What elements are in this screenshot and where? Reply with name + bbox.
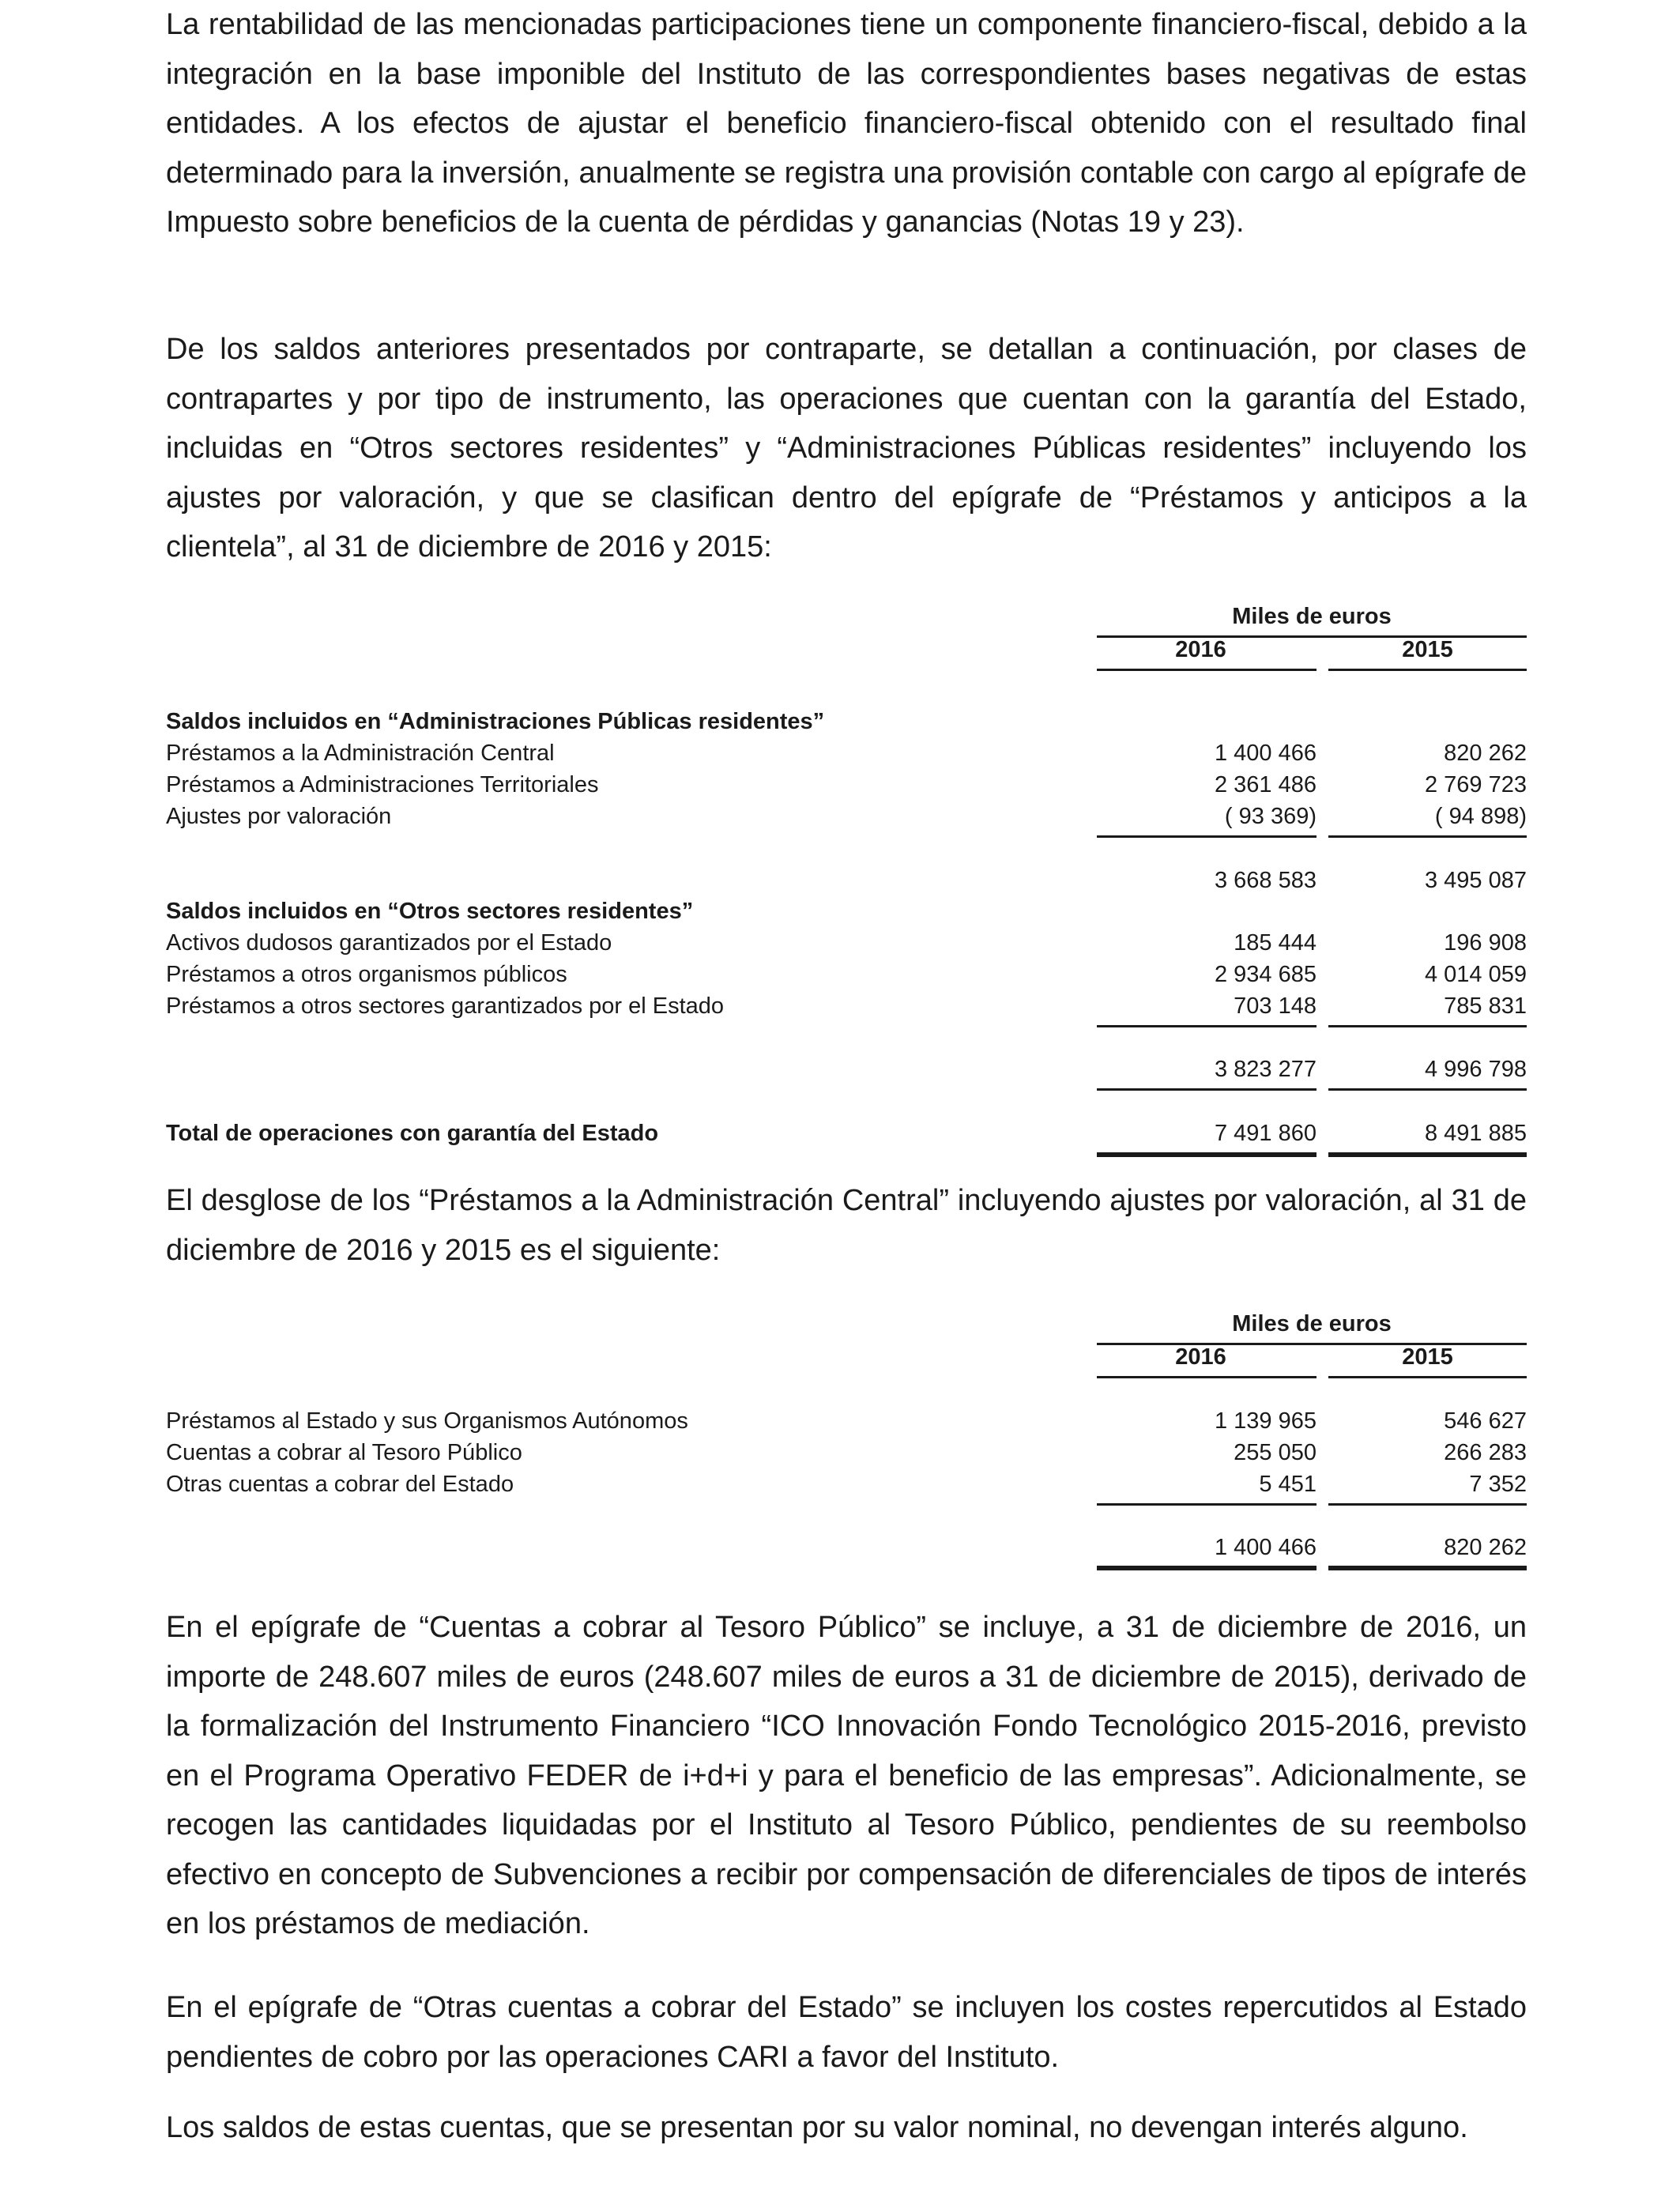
total-2015: 820 262 [1444, 1535, 1527, 1560]
value-2016: 2 934 685 [1214, 962, 1317, 987]
row-label: Préstamos a la Administración Central [166, 741, 555, 766]
total-rule-2016 [1097, 1503, 1317, 1506]
total-rule-2015 [1328, 1503, 1527, 1506]
value-2015: 4 014 059 [1424, 962, 1527, 987]
year-rule-2015 [1328, 1376, 1527, 1378]
value-2015: 2 769 723 [1424, 772, 1527, 797]
table-row [166, 769, 1527, 801]
year-2015-header: 2015 [1402, 1344, 1453, 1370]
row-label: Préstamos a otros organismos públicos [166, 962, 567, 987]
table-header-row [166, 601, 1527, 632]
paragraph-rentabilidad: La rentabilidad de las mencionadas participaciones tiene un componente financiero-fiscal, debido a la integración en la base imponible del Instituto de las correspondientes bases negativas de estas entidades. A los efectos de ajustar el beneficio financiero-fiscal obtenido con el resultado final determinado para la inversión, anualmente se registra una provisión contable con cargo al epígrafe de Impuesto sobre beneficios de la cuenta de pérdidas y ganancias (Notas 19 y 23). [166, 8, 1527, 239]
paragraph-saldos-contraparte: De los saldos anteriores presentados por contraparte, se detallan a continuación, por clases de contrapartes y por tipo de instrumento, las operaciones que cuentan con la garantía del Estado, incluidas en “Otros sectores residentes” y “Administraciones Públicas residentes” incluyendo los ajustes por valoración, y que se clasifican dentro del epígrafe de “Préstamos y anticipos a la clientela”, al 31 de diciembre de 2016 y 2015: [166, 333, 1527, 564]
paragraph-saldos-nominal: Los saldos de estas cuentas, que se presentan por su valor nominal, no devengan interés alguno. [166, 2111, 1468, 2144]
table-row [166, 737, 1527, 769]
value-2016: 255 050 [1234, 1440, 1317, 1465]
table-row [166, 1437, 1527, 1468]
total-2016: 7 491 860 [1214, 1121, 1317, 1146]
value-2015: 7 352 [1469, 1472, 1527, 1497]
table-row [166, 1468, 1527, 1500]
year-2016-header: 2016 [1175, 637, 1226, 662]
value-2015: 546 627 [1444, 1408, 1527, 1434]
year-2016-header: 2016 [1175, 1344, 1226, 1370]
value-2015: 785 831 [1444, 993, 1527, 1019]
row-label: Activos dudosos garantizados por el Estado [166, 930, 612, 956]
table-row [166, 801, 1527, 832]
table-header-row [166, 1308, 1527, 1340]
paragraph-cuentas-tesoro: En el epígrafe de “Cuentas a cobrar al Tesoro Público” se incluye, a 31 de diciembre de 2016, un importe de 248.607 miles de euros (248.607 miles de euros a 31 de diciembre de 2015), derivado de la formalización del Instrumento Financiero “ICO Innovación Fondo Tecnológico 2015-2016, previsto en el Programa Operativo FEDER de i+d+i y para el beneficio de las empresas”. Adicionalmente, se recogen las cantidades liquidadas por el Instituto al Tesoro Público, pendientes de su reembolso efectivo en concepto de Subvenciones a recibir por compensación de diferenciales de tipos de interés en los préstamos de mediación. [166, 1611, 1527, 1940]
currency-unit-header: Miles de euros [1232, 604, 1392, 629]
value-2016: 703 148 [1234, 993, 1317, 1019]
double-rule-2015 [1328, 1152, 1527, 1157]
subtotal-2015: 3 495 087 [1424, 868, 1527, 893]
year-2015-header: 2015 [1402, 637, 1453, 662]
double-rule-2016 [1097, 1566, 1317, 1570]
year-header-row [166, 1341, 1527, 1373]
section-title-otros-sectores: Saldos incluidos en “Otros sectores residentes” [166, 899, 694, 924]
section-title-administraciones: Saldos incluidos en “Administraciones Públicas residentes” [166, 709, 825, 734]
value-2016: 1 139 965 [1214, 1408, 1317, 1434]
paragraph-otras-cuentas: En el epígrafe de “Otras cuentas a cobrar del Estado” se incluyen los costes repercutidos al Estado pendientes de cobro por las operaciones CARI a favor del Instituto. [166, 1991, 1527, 2074]
subtotal-row [166, 865, 1527, 896]
total-row [166, 1118, 1527, 1149]
subtotal-2016: 3 668 583 [1214, 868, 1317, 893]
value-2016: 1 400 466 [1214, 741, 1317, 766]
paragraph-desglose: El desglose de los “Préstamos a la Administración Central” incluyendo ajustes por valoración, al 31 de diciembre de 2016 y 2015 es el siguiente: [166, 1184, 1527, 1267]
subtotal-2016: 3 823 277 [1214, 1057, 1317, 1082]
section-title-row [166, 706, 1527, 737]
year-rule-2015 [1328, 669, 1527, 671]
subtotal-rule-2015 [1328, 1025, 1527, 1027]
row-label: Ajustes por valoración [166, 804, 392, 829]
double-rule-2015 [1328, 1566, 1527, 1570]
row-label: Cuentas a cobrar al Tesoro Público [166, 1440, 522, 1465]
total-2016: 1 400 466 [1214, 1535, 1317, 1560]
double-rule-2016 [1097, 1152, 1317, 1157]
total-2015: 8 491 885 [1424, 1121, 1527, 1146]
total-rule-2015 [1328, 1088, 1527, 1091]
table-garantia-estado [166, 601, 1527, 1170]
value-2016: 2 361 486 [1214, 772, 1317, 797]
value-2016: 185 444 [1234, 930, 1317, 956]
table-row [166, 990, 1527, 1022]
year-rule-2016 [1097, 1376, 1317, 1378]
row-label: Préstamos a otros sectores garantizados por el Estado [166, 993, 725, 1019]
row-label: Préstamos a Administraciones Territoriales [166, 772, 599, 797]
subtotal-2015: 4 996 798 [1424, 1057, 1527, 1082]
value-2015: ( 94 898) [1434, 804, 1527, 829]
subtotal-row [166, 1054, 1527, 1085]
total-rule-2016 [1097, 1088, 1317, 1091]
total-row [166, 1532, 1527, 1563]
total-label: Total de operaciones con garantía del Estado [166, 1121, 659, 1146]
value-2015: 266 283 [1444, 1440, 1527, 1465]
section-title-row [166, 895, 1527, 927]
value-2015: 196 908 [1444, 930, 1527, 956]
row-label: Préstamos al Estado y sus Organismos Autónomos [166, 1408, 688, 1434]
subtotal-rule-2016 [1097, 1025, 1317, 1027]
value-2016: ( 93 369) [1224, 804, 1317, 829]
table-row [166, 1405, 1527, 1437]
subtotal-rule-2015 [1328, 835, 1527, 838]
value-2016: 5 451 [1259, 1472, 1317, 1497]
table-row [166, 927, 1527, 959]
currency-unit-header: Miles de euros [1232, 1311, 1392, 1336]
table-administracion-central [166, 1308, 1527, 1569]
table-row [166, 959, 1527, 990]
subtotal-rule-2016 [1097, 835, 1317, 838]
year-header-row [166, 634, 1527, 665]
year-rule-2016 [1097, 669, 1317, 671]
value-2015: 820 262 [1444, 741, 1527, 766]
row-label: Otras cuentas a cobrar del Estado [166, 1472, 514, 1497]
